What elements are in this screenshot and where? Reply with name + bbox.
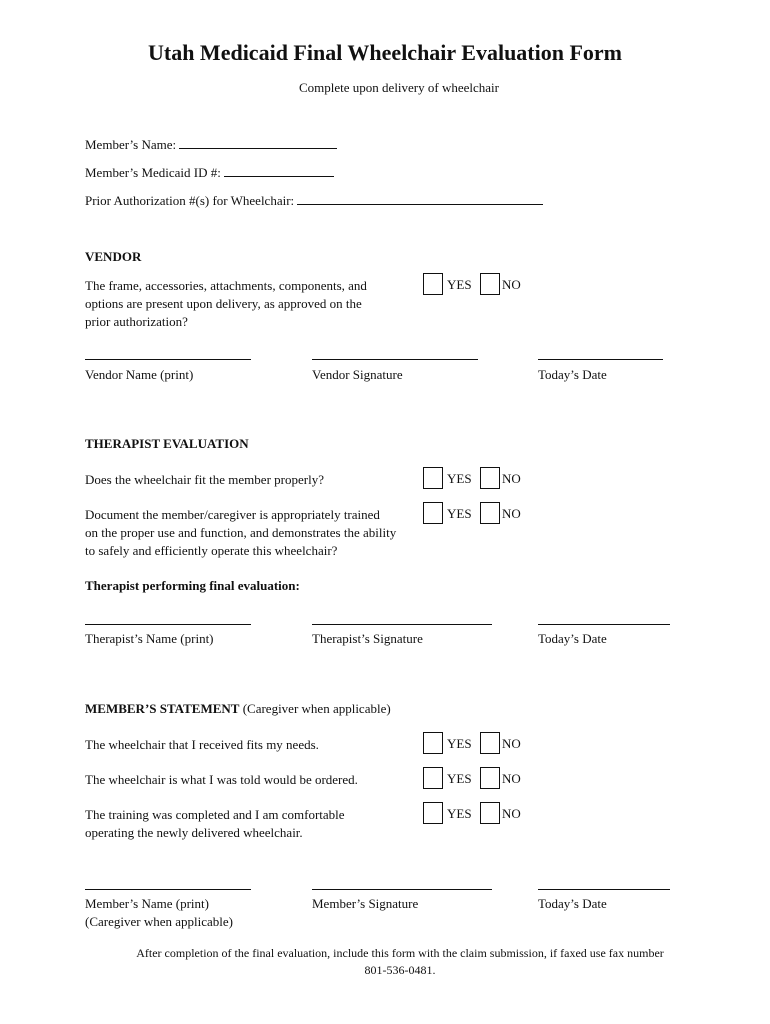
vendor-name-label: Vendor Name (print): [85, 367, 194, 382]
member-statement-heading: MEMBER’S STATEMENT: [85, 701, 240, 716]
therapist-heading: THERAPIST EVALUATION: [85, 436, 249, 451]
member-sig-name-note: (Caregiver when applicable): [85, 914, 233, 929]
vendor-signature-line[interactable]: [312, 359, 478, 360]
member-q3-yes-checkbox[interactable]: [423, 802, 443, 824]
vendor-no-checkbox[interactable]: [480, 273, 500, 295]
therapist-date-label: Today’s Date: [538, 631, 607, 646]
therapist-date-line[interactable]: [538, 624, 670, 625]
member-q2-no-checkbox[interactable]: [480, 767, 500, 789]
member-q1-yes-label: YES: [447, 736, 472, 751]
footer-note: [110, 945, 690, 979]
vendor-name-line[interactable]: [85, 359, 251, 360]
therapist-performing-label: Therapist performing final evaluation:: [85, 578, 300, 593]
therapist-q1-yes-checkbox[interactable]: [423, 467, 443, 489]
therapist-q1: Does the wheelchair fit the member properly?: [85, 472, 324, 487]
member-q3-line: operating the newly delivered wheelchair.: [85, 825, 303, 840]
member-q2: The wheelchair is what I was told would be ordered.: [85, 772, 358, 787]
footer-line-1: After completion of the final evaluation, include this form with the claim submission, if faxed use fax number: [136, 946, 664, 960]
vendor-heading: VENDOR: [85, 249, 142, 264]
member-q3-no-checkbox[interactable]: [480, 802, 500, 824]
therapist-q2-no-checkbox[interactable]: [480, 502, 500, 524]
member-statement-heading-row: [85, 700, 391, 718]
vendor-question-line: The frame, accessories, attachments, components, and: [85, 278, 367, 293]
member-q3-yes-label: YES: [447, 806, 472, 821]
vendor-signature-label: Vendor Signature: [312, 367, 403, 382]
member-sig-name-block: [85, 895, 233, 931]
prior-auth-field[interactable]: [297, 192, 543, 205]
therapist-q2-yes-checkbox[interactable]: [423, 502, 443, 524]
therapist-name-line[interactable]: [85, 624, 251, 625]
therapist-name-label: Therapist’s Name (print): [85, 631, 214, 646]
member-q1: The wheelchair that I received fits my needs.: [85, 737, 319, 752]
member-id-label: Member’s Medicaid ID #:: [85, 165, 221, 180]
member-q1-no-checkbox[interactable]: [480, 732, 500, 754]
vendor-yes-checkbox[interactable]: [423, 273, 443, 295]
therapist-q2: [85, 506, 396, 560]
therapist-q2-line: to safely and efficiently operate this wheelchair?: [85, 543, 338, 558]
therapist-signature-label: Therapist’s Signature: [312, 631, 423, 646]
vendor-question: [85, 277, 367, 331]
member-q2-yes-checkbox[interactable]: [423, 767, 443, 789]
vendor-yes-label: YES: [447, 277, 472, 292]
member-q3-line: The training was completed and I am comfortable: [85, 807, 345, 822]
member-statement-heading-note: (Caregiver when applicable): [242, 701, 391, 716]
member-q3: [85, 806, 345, 842]
member-q3-no-label: NO: [502, 806, 521, 821]
member-name-row: [85, 136, 337, 154]
member-date-label: Today’s Date: [538, 896, 607, 911]
therapist-q1-no-label: NO: [502, 471, 521, 486]
vendor-question-line: prior authorization?: [85, 314, 188, 329]
footer-line-2: 801-536-0481.: [364, 963, 436, 977]
member-name-line[interactable]: [85, 889, 251, 890]
vendor-no-label: NO: [502, 277, 521, 292]
member-signature-line[interactable]: [312, 889, 492, 890]
therapist-signature-line[interactable]: [312, 624, 492, 625]
therapist-q2-line: Document the member/caregiver is appropriately trained: [85, 507, 380, 522]
member-signature-label: Member’s Signature: [312, 896, 419, 911]
member-sig-name-label: Member’s Name (print): [85, 896, 209, 911]
prior-auth-label: Prior Authorization #(s) for Wheelchair:: [85, 193, 295, 208]
vendor-date-line[interactable]: [538, 359, 663, 360]
therapist-q1-yes-label: YES: [447, 471, 472, 486]
member-q2-no-label: NO: [502, 771, 521, 786]
therapist-q1-no-checkbox[interactable]: [480, 467, 500, 489]
therapist-q2-no-label: NO: [502, 506, 521, 521]
member-date-line[interactable]: [538, 889, 670, 890]
vendor-question-line: options are present upon delivery, as approved on the: [85, 296, 362, 311]
member-id-field[interactable]: [224, 164, 334, 177]
member-name-field[interactable]: [179, 136, 337, 149]
therapist-q2-yes-label: YES: [447, 506, 472, 521]
member-q1-yes-checkbox[interactable]: [423, 732, 443, 754]
form-title: Utah Medicaid Final Wheelchair Evaluation Form: [147, 40, 623, 65]
member-q1-no-label: NO: [502, 736, 521, 751]
form-subtitle: Complete upon delivery of wheelchair: [299, 80, 499, 95]
vendor-date-label: Today’s Date: [538, 367, 607, 382]
prior-auth-row: [85, 192, 543, 210]
member-q2-yes-label: YES: [447, 771, 472, 786]
member-id-row: [85, 164, 334, 182]
member-name-label: Member’s Name:: [85, 137, 177, 152]
therapist-q2-line: on the proper use and function, and demonstrates the ability: [85, 525, 397, 540]
